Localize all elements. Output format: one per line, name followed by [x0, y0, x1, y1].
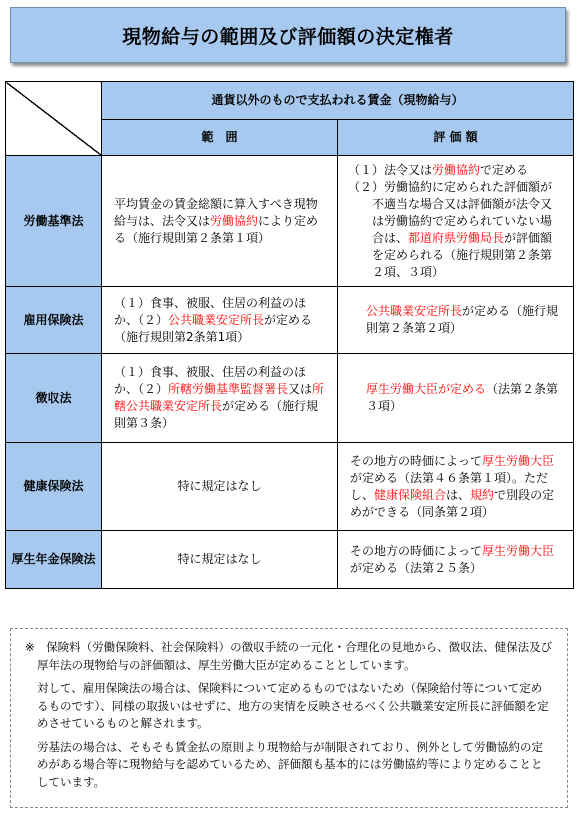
text-segment: が定める（施行規則第３条） [114, 399, 319, 430]
text-segment: 又は [288, 382, 313, 396]
scope-koyo [102, 291, 337, 350]
table-row [6, 443, 574, 531]
text-segment: は、 [446, 487, 471, 502]
highlighted-term: 所轄労働基準監督署長 [168, 382, 289, 396]
text-segment: により定める（施行規則第２条第１項） [114, 213, 319, 245]
note-paragraph-3: 労基法の場合は、そもそも賃金払の原則より現物給与が制限されており、例外として労働協約の定めがある場合等に現物給与を認めているため、評価額も基本的には労働協約等により定めることとしています。 [37, 739, 543, 789]
scope-choshu [102, 360, 337, 436]
header-value: 評 価 額 [338, 120, 574, 156]
table-row [6, 156, 574, 287]
text-segment: （法第２条第３項） [366, 382, 559, 413]
header-scope: 範 囲 [102, 120, 338, 156]
text-segment: （１）食事、被服、住居の利益のほか、（２） [114, 365, 307, 396]
value-koyo [338, 299, 573, 341]
highlighted-term: 健康保険組合 [374, 487, 447, 502]
highlighted-term: 規約 [470, 487, 495, 502]
highlighted-term: 労働協約 [432, 162, 481, 177]
note-paragraph-2: 対して、雇用保険法の場合は、保険料について定めるものではないため（保険給付等について定めるものです）、同様の取扱いはせずに、地方の実情を反映させるべく公共職業安定所長に評価額を定めさせているものと解されます。 [37, 681, 549, 730]
text-segment: が定める（施行規則第２条第２項） [366, 304, 559, 335]
scope-kosei: 特に規定はなし [102, 531, 338, 589]
highlighted-term: 労働協約 [210, 213, 259, 228]
highlighted-term: 厚生労働大臣 [482, 543, 555, 558]
table-row [6, 287, 574, 354]
text-segment: （１）食事、被服、住居の利益のほか、（２） [114, 295, 307, 327]
explanatory-note [10, 628, 568, 808]
value-rodo-1 [348, 162, 563, 179]
scope-kenko: 特に規定はなし [102, 443, 338, 531]
text-segment: （１）法令又は [348, 162, 433, 177]
text-segment: が定める（法第４６条第１項）。ただし、 [350, 470, 549, 502]
row-label-rodo: 労働基準法 [6, 156, 102, 287]
highlighted-term: 都道府県労働局長 [408, 230, 505, 245]
value-kosei [338, 539, 573, 581]
diagonal-header-cell [6, 82, 102, 156]
text-segment: で定める [480, 162, 529, 177]
text-segment: その地方の時価によって [350, 453, 483, 468]
row-label-koyo: 雇用保険法 [6, 287, 102, 354]
text-segment: その地方の時価によって [350, 543, 483, 558]
text-segment: が定める（法第２５条） [350, 560, 483, 575]
scope-rodo [102, 192, 337, 251]
benefit-table [5, 81, 574, 589]
text-segment: で別段の定めができる（同条第２項） [350, 487, 555, 519]
value-choshu [338, 377, 573, 419]
table-row [6, 531, 574, 589]
highlighted-term: 公共職業安定所長 [366, 304, 463, 318]
text-segment: 平均賃金の賃金総額に算入すべき現物給与は、法令又は [114, 196, 318, 228]
highlighted-term: 所轄公共職業安定所長 [114, 382, 325, 413]
table-row [6, 354, 574, 443]
text-segment: が定める（施行規則第2条第1項） [114, 312, 313, 344]
page-title: 現物給与の範囲及び評価額の決定権者 [10, 7, 566, 63]
text-segment: （２）労働協約に定められた評価額が不適当な場合又は評価額が法令又は労働協約で定められていない場合は、 [348, 179, 553, 245]
highlighted-term: 厚生労働大臣が定める [366, 382, 487, 396]
highlighted-term: 公共職業安定所長 [168, 312, 265, 327]
value-kenko [338, 449, 573, 525]
text-segment: が評価額を定められる（施行規則第２条第２項、３項） [372, 230, 553, 279]
row-label-kenko: 健康保険法 [6, 443, 102, 531]
note-paragraph-1: ※ 保険料（労働保険料、社会保険料）の徴収手続の一元化・合理化の見地から、徴収法、健保法及び厚年法の現物給与の評価額は、厚生労働大臣が定めることとしています。 [25, 640, 553, 672]
row-label-kosei: 厚生年金保険法 [6, 531, 102, 589]
header-main: 通貨以外のもので支払われる賃金（現物給与） [102, 82, 574, 120]
row-label-choshu: 徴収法 [6, 354, 102, 443]
value-rodo-2 [348, 179, 563, 281]
highlighted-term: 厚生労働大臣 [482, 453, 555, 468]
